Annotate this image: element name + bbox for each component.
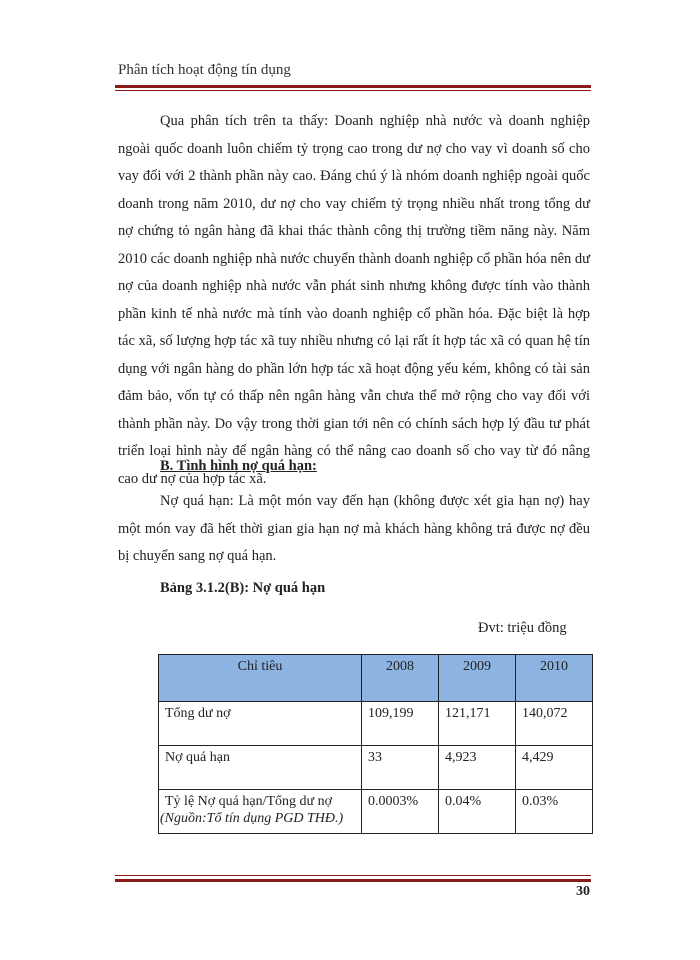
- row-label: Nợ quá hạn: [159, 746, 362, 790]
- table-caption: Bảng 3.1.2(B): Nợ quá hạn: [160, 580, 326, 596]
- overdue-debt-table: [158, 654, 593, 834]
- body-paragraph-1: [118, 108, 590, 493]
- table-cell: 140,072: [516, 702, 593, 746]
- paragraph-1-text: Qua phân tích trên ta thấy: Doanh nghiệp nhà nước và doanh nghiệp ngoài quốc doanh luôn chiếm tỷ trọng cao trong dư nợ cho vay vì doanh số cho vay đối với 2 thành phần này cao. Đáng chú ý là nhóm doanh nghiệp ngoài quốc doanh trong năm 2010, dư nợ cho vay chiếm tỷ trọng nhiều nhất trong tổng dư nợ chứng tỏ ngân hàng đã khai thác thành công thị trường tiềm năng này. Năm 2010 các doanh nghiệp nhà nước chuyển thành doanh nghiệp cổ phần hóa nên dư nợ của doanh nghiệp nhà nước vẫn phát sinh nhưng không được tính vào thành phần kinh tế nhà nước mà tính vào doanh nghiệp cổ phần hóa. Đặc biệt là hợp tác xã, số lượng hợp tác xã tuy nhiều nhưng có lại rất ít hợp tác xã có quan hệ tín dụng với ngân hàng do phần lớn hợp tác xã hoạt động yếu kém, không có tài sản đảm bảo, vốn tự có thấp nên ngân hàng vẫn chưa thể mở rộng cho vay đối với thành phần này. Do vậy trong thời gian tới nên có chính sách hợp lý đầu tư phát triển loại hình này để ngân hàng có thể nâng cao doanh số cho vay từ đó nâng cao dư nợ của hợp tác xã.: [118, 113, 590, 487]
- page-header-title: Phân tích hoạt động tín dụng: [118, 62, 291, 78]
- table-row: [159, 746, 593, 790]
- header-rule-thick: [115, 85, 591, 88]
- page-number: 30: [576, 884, 590, 899]
- table-unit: Đvt: triệu đồng: [478, 620, 567, 636]
- table-cell: 0.03%: [516, 790, 593, 834]
- table-source: (Nguồn:Tổ tín dụng PGD THĐ.): [160, 811, 344, 826]
- table-cell: 4,429: [516, 746, 593, 790]
- row-label: Tổng dư nợ: [159, 702, 362, 746]
- row-label: Tỷ lệ Nợ quá hạn/Tổng dư nợ: [159, 790, 362, 834]
- header-cell-indicator: Chỉ tiêu: [159, 655, 362, 702]
- table-cell: 109,199: [362, 702, 439, 746]
- table-cell: 121,171: [439, 702, 516, 746]
- header-cell-2010: 2010: [516, 655, 593, 702]
- section-b-paragraph: Nợ quá hạn: Là một món vay đến hạn (không được xét gia hạn nợ) hay một món vay đã hết thời gian gia hạn nợ mà khách hàng không trả được nợ đều bị chuyển sang nợ quá hạn.: [118, 493, 590, 564]
- table-cell: 0.04%: [439, 790, 516, 834]
- header-cell-2008: 2008: [362, 655, 439, 702]
- header-cell-2009: 2009: [439, 655, 516, 702]
- table-cell: 4,923: [439, 746, 516, 790]
- table-cell: 33: [362, 746, 439, 790]
- table-row: [159, 702, 593, 746]
- table-header-row: [159, 655, 593, 702]
- table-cell: 0.0003%: [362, 790, 439, 834]
- footer-rule-thin: [115, 875, 591, 876]
- footer-rule-thick: [115, 879, 591, 882]
- section-b-heading: B. Tình hình nợ quá hạn:: [160, 458, 317, 474]
- header-rule-thin: [115, 90, 591, 91]
